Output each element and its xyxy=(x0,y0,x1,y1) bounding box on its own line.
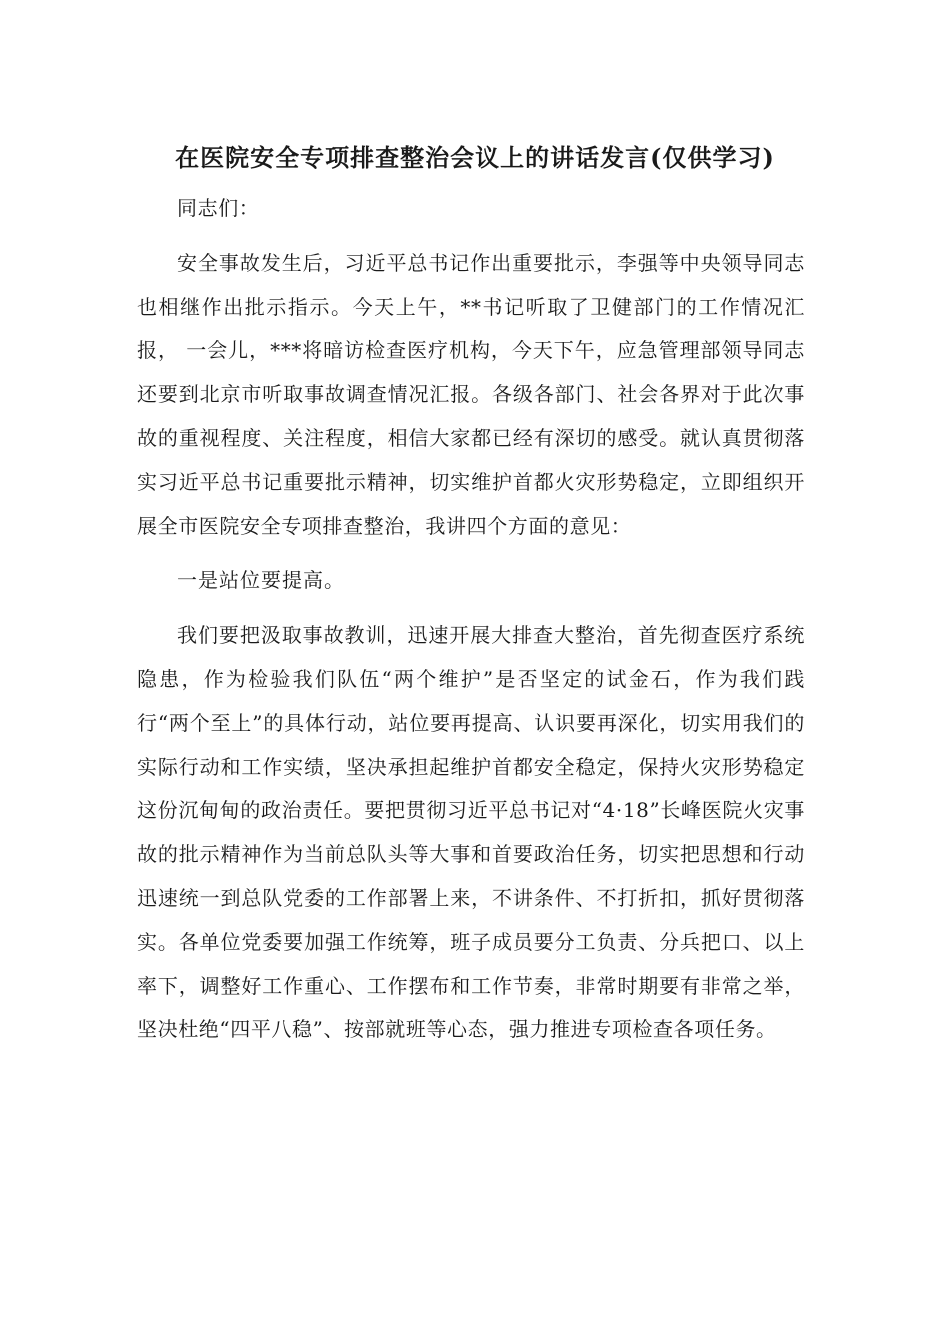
salutation: 同志们： xyxy=(177,196,260,220)
paragraph-intro: 安全事故发生后，习近平总书记作出重要批示，李强等中央领导同志也相继作出批示指示。今天上午，**书记听取了卫健部门的工作情况汇报， 一会儿，***将暗访检查医疗机构，今天下午，应急管理部领导同志还要到北京市听取事故调查情况汇报。各级各部门、社会各界对于此次事故的重视程度、关注程度，相信大家都已经有深切的感受。就认真贯彻落实习近平总书记重要批示精神，切实维护首都火灾形势稳定，立即组织开展全市医院安全专项排查整治，我讲四个方面的意见： xyxy=(137,250,805,538)
section-heading-1: 一是站位要提高。 xyxy=(177,568,345,593)
document-body xyxy=(137,187,805,1063)
document-title: 在医院安全专项排查整治会议上的讲话发言(仅供学习) xyxy=(175,143,775,172)
paragraph-section-1: 我们要把汲取事故教训，迅速开展大排查大整治，首先彻查医疗系统隐患，作为检验我们队伍“两个维护”是否坚定的试金石，作为我们践行“两个至上”的具体行动，站位要再提高、认识要再深化，切实用我们的实际行动和工作实绩，坚决承担起维护首都安全稳定，保持火灾形势稳定这份沉甸甸的政治责任。要把贯彻习近平总书记对“4·18”长峰医院火灾事故的批示精神作为当前总队头等大事和首要政治任务，切实把思想和行动迅速统一到总队党委的工作部署上来，不讲条件、不打折扣，抓好贯彻落实。各单位党委要加强工作统筹，班子成员要分工负责、分兵把口、以上率下，调整好工作重心、工作摆布和工作节奏，非常时期要有非常之举，坚决杜绝“四平八稳”、按部就班等心态，强力推进专项检查各项任务。 xyxy=(137,623,805,1042)
